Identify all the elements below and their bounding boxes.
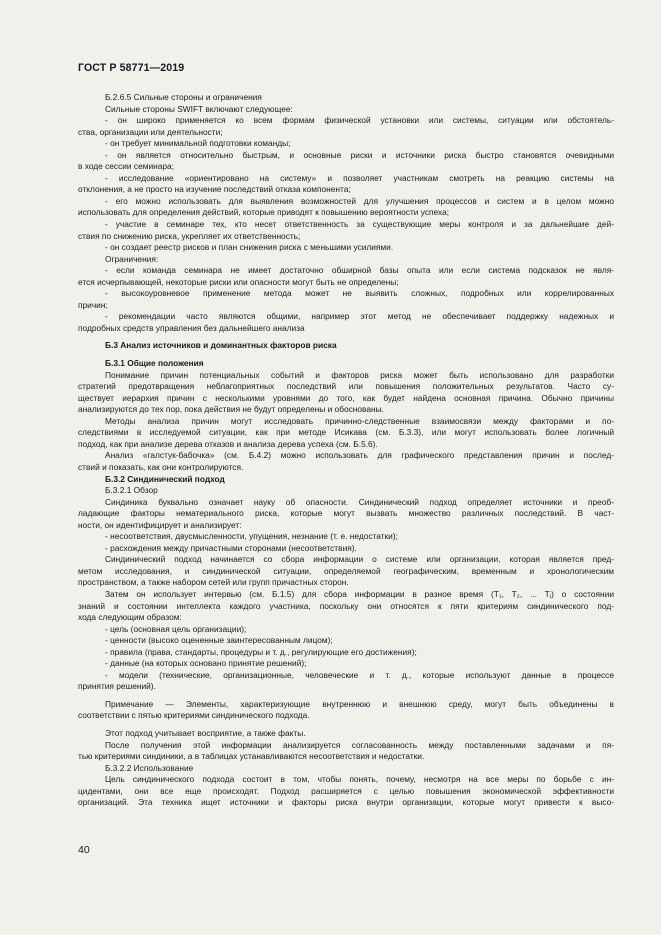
text-line: организаций. Эта техника ищет источники и факторы риска внутри организации, которые могут привести к высо- (78, 797, 614, 808)
text-line: хода следующим образом: (78, 612, 182, 623)
text-line: пространством, а также набором сетей или групп причастных сторон. (78, 577, 349, 588)
text-line: использовать для определения действий, которые приводят к повышению вероятности успеха; (78, 207, 450, 218)
text-line: следствиями в исследуемой ситуации, как при методе Исикава (см. Б.3.3), или могут использовать более логичный (78, 427, 614, 438)
text-line: - несоответствия, двусмысленности, упущения, незнание (т. е. недостатки); (105, 531, 398, 542)
text-line: - исследование «ориентировано на систему» и позволяет участникам смотреть на реакцию системы на (105, 172, 614, 183)
text-line: Синдиника буквально означает науку об опасности. Синдинический подход определяет источники и преоб- (105, 496, 614, 507)
text-line: - он широко применяется ко всем формам физической установки или системы, ситуации или обстоятель- (105, 115, 614, 126)
text-line: цидентами, они все еще происходят. Подход расширяется с целью повышения экономической эффективности (78, 785, 614, 796)
text-line: Б.3.2.2 Использование (105, 762, 194, 773)
text-line: в ходе сессии семинара; (78, 161, 174, 172)
text-line: Анализ «галстук-бабочка» (см. Б.4.2) можно использовать для графического представления причин и послед- (105, 450, 614, 461)
text-line: - если команда семинара не имеет достаточно обширной базы опыта или если система подсказок не явля- (105, 265, 614, 276)
document-header: ГОСТ Р 58771—2019 (78, 62, 185, 74)
text-line: ности, он идентифицирует и анализирует: (78, 519, 242, 530)
text-line: Этот подход учитывает восприятие, а также факты. (105, 727, 306, 738)
text-line: Б.3.2.1 Обзор (105, 485, 158, 496)
text-line: соответствии с пятью критериями синдинического подхода. (78, 710, 310, 721)
text-line: ется исчерпывающей, некоторые риски или опасности могут быть не определены; (78, 276, 399, 287)
text-line: принятия решений). (78, 681, 156, 692)
text-line: Цель синдинического подхода состоит в том, чтобы понять, почему, несмотря на все меры по борьбе с ин- (105, 774, 614, 785)
text-line: Б.3.2 Синдинический подход (105, 473, 225, 484)
text-line: ществует иерархия причин с несколькими уровнями до того, как будет найдена основная причина. Обычно причины (78, 392, 614, 403)
text-line: - правила (права, стандарты, процедуры и т. д., регулирующие его достижения); (105, 646, 417, 657)
text-line: причин; (78, 299, 108, 310)
text-line: Методы анализа причин могут исследовать причинно-следственные взаимосвязи между факторами и по- (105, 415, 614, 426)
text-line: - высокоуровневое применение метода может не выявить сложных, подробных или коррелированных (105, 288, 614, 299)
text-line: - его можно использовать для выявления возможностей для улучшения процессов и систем и в целом можно (105, 195, 614, 206)
text-line: отклонения, а не просто на изучение последствий отказа компонента; (78, 184, 351, 195)
text-line: Затем он использует интервью (см. Б.1.5) для сбора информации в разное время (T₁, T₂, ... Tⱼ) о состоянии (105, 588, 614, 599)
text-line: - ценности (высоко оцененные заинтересованным лицом); (105, 635, 333, 646)
page-number: 40 (78, 844, 90, 856)
text-line: ладающие факторы нематериального риска, которые могут вызвать множество различных последствий. В част- (78, 508, 614, 519)
text-line: подход, как при анализе дерева отказов и анализа дерева успеха (см. Б.5.6). (78, 438, 378, 449)
text-line: - рекомендации часто являются общими, например этот метод не обеспечивает поддержку надежных и (105, 311, 614, 322)
text-line: тью критериями синдиники, а в таблицах устанавливаются несоответствия и недостатки. (78, 751, 425, 762)
text-line: Б.2.6.5 Сильные стороны и ограничения (105, 92, 262, 102)
text-line: - он требует минимальной подготовки команды; (105, 138, 291, 149)
text-line: После получения этой информации анализируется согласованность между поставленными задачами и пя- (105, 739, 614, 750)
text-line: анализируются до тех пор, пока действия не будут определены и обоснованы. (78, 404, 384, 415)
text-line: метом исследования, и синдинической ситуации, определяемой географическим, временным и хронологическим (78, 565, 614, 576)
text-line: подробных средств управления без дальнейшего анализа (78, 322, 305, 333)
text-line: Синдинический подход начинается со сбора информации о системе или организации, которая является пред- (105, 554, 614, 565)
text-line: - он является относительно быстрым, и основные риски и источники риска быстро становятся очевидными (105, 149, 614, 160)
text-line: - он создает реестр рисков и план снижения риска с меньшими усилиями. (105, 242, 394, 253)
text-line: Примечание — Элементы, характеризующие внутреннюю и внешнюю среду, могут быть объединены в (105, 698, 614, 709)
text-line: Б.3 Анализ источников и доминантных факторов риска (105, 340, 337, 351)
text-line: Ограничения: (105, 253, 159, 264)
document-body (78, 92, 614, 809)
text-line: ствий и показать, как они контролируются. (78, 461, 244, 472)
text-line: - данные (на которых основано принятие решений); (105, 658, 307, 669)
text-line: знаний и состоянии интеллекта каждого участника, поскольку они относятся к пяти критериям синдинического под- (78, 600, 614, 611)
text-line: ствия по снижению риска, укрепляет их ответственность; (78, 230, 301, 241)
text-line: Сильные стороны SWIFT включают следующее: (105, 103, 293, 114)
text-line: ства, организации или деятельности; (78, 126, 223, 137)
text-line: - цель (основная цель организации); (105, 623, 247, 634)
text-line: Б.3.1 Общие положения (105, 358, 204, 369)
text-line: - расхождения между причастными сторонами (несоответствия). (105, 542, 357, 553)
text-line: - участие в семинаре тех, кто несет ответственность за существующие меры контроля и за дальнейшие дей- (105, 219, 614, 230)
text-line: - модели (технические, организационные, человеческие и т. д., которые используют данные в процессе (105, 669, 614, 680)
text-line: стратегий предотвращения неблагоприятных последствий или повышения положительных результатов. Часто су- (78, 381, 614, 392)
text-line: Понимание причин потенциальных событий и факторов риска может быть использовано для разработки (105, 369, 614, 380)
